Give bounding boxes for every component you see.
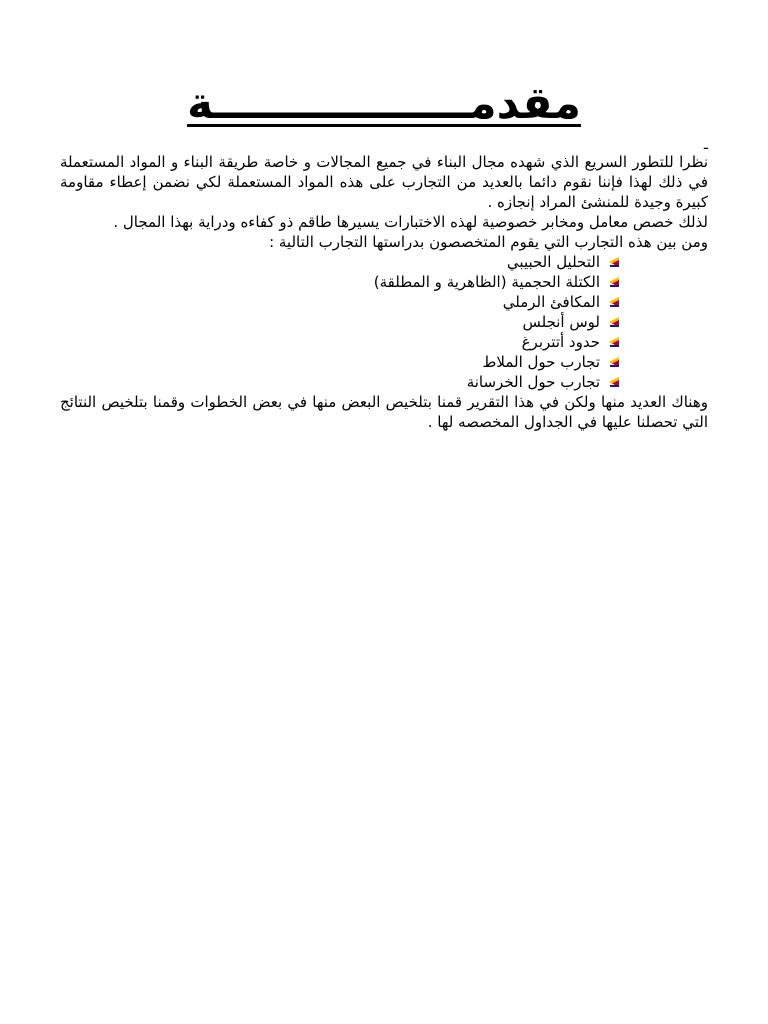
test-list-item (60, 332, 620, 352)
test-list-item (60, 272, 620, 292)
test-label: تجارب حول الملاط (482, 353, 600, 371)
intro-paragraph: نظرا للتطور السريع الذي شهده مجال البناء في جميع المجالات و خاصة طريقة البناء و المواد المستعملة في ذلك لهذا فإننا نقوم دائما بالعديد من التجارب على هذه المواد المستعملة لكي نضمن إعطاء مقاومة كبيرة وجيدة للمنشئ المراد إنجازه . (60, 153, 708, 211)
test-label: تجارب حول الخرسانة (466, 373, 600, 391)
arrow-bullet-icon (608, 356, 620, 368)
test-list-item (60, 312, 620, 332)
test-list-item (60, 352, 620, 372)
tests-lead-paragraph: ومن بين هذه التجارب التي يقوم المتخصصون بدراستها التجارب التالية : (269, 233, 708, 251)
arrow-bullet-icon (608, 316, 620, 328)
title-container (60, 78, 708, 134)
arrow-bullet-icon (608, 276, 620, 288)
document-page (60, 78, 708, 432)
arrow-bullet-icon (608, 376, 620, 388)
test-label: المكافئ الرملي (502, 293, 600, 311)
tests-list (60, 252, 708, 392)
arrow-bullet-icon (608, 296, 620, 308)
test-label: لوس أنجلس (522, 313, 600, 331)
test-list-item (60, 252, 620, 272)
page-title: مقدمـــــــــــــــــة (187, 78, 581, 129)
test-label: حدود أتتربرغ (521, 333, 600, 351)
test-list-item (60, 372, 620, 392)
test-label: التحليل الحبيبي (506, 253, 600, 271)
arrow-bullet-icon (608, 256, 620, 268)
labs-paragraph: لذلك خصص معامل ومخابر خصوصية لهذه الاختبارات يسيرها طاقم ذو كفاءه ودراية بهذا المجال . (113, 213, 708, 231)
arrow-bullet-icon (608, 336, 620, 348)
test-list-item (60, 292, 620, 312)
closing-paragraph: وهناك العديد منها ولكن في هذا التقرير قمنا بتلخيص البعض منها في بعض الخطوات وقمنا بتلخيص النتائج التي تحصلنا عليها في الجداول المخصصه لها . (60, 393, 708, 431)
test-label: الكتلة الحجمية (الظاهرية و المطلقة) (373, 273, 600, 291)
title-marker: ـ (703, 137, 708, 153)
